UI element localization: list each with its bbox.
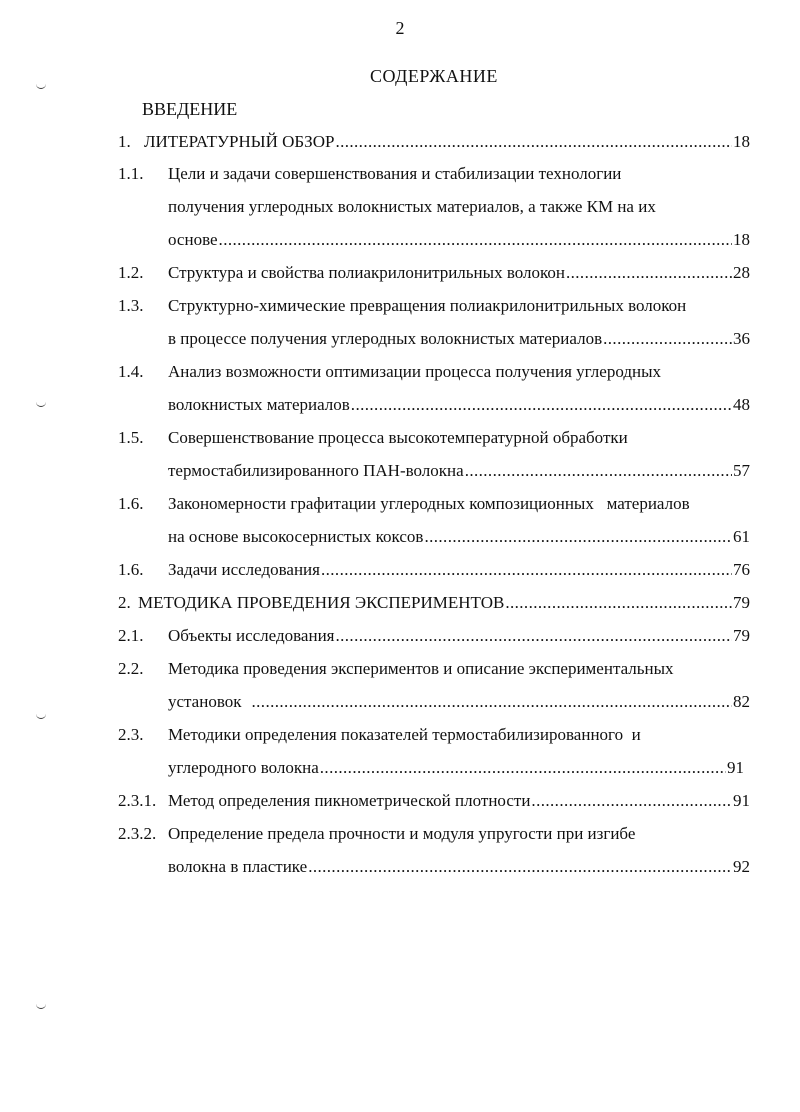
- toc-title: СОДЕРЖАНИЕ: [370, 66, 498, 86]
- scan-mark: [36, 84, 46, 89]
- intro-heading: ВВЕДЕНИЕ: [142, 99, 238, 119]
- scan-mark: [36, 1004, 46, 1009]
- scan-mark: [36, 402, 46, 407]
- scan-mark: [36, 714, 46, 719]
- page-number: 2: [395, 18, 405, 38]
